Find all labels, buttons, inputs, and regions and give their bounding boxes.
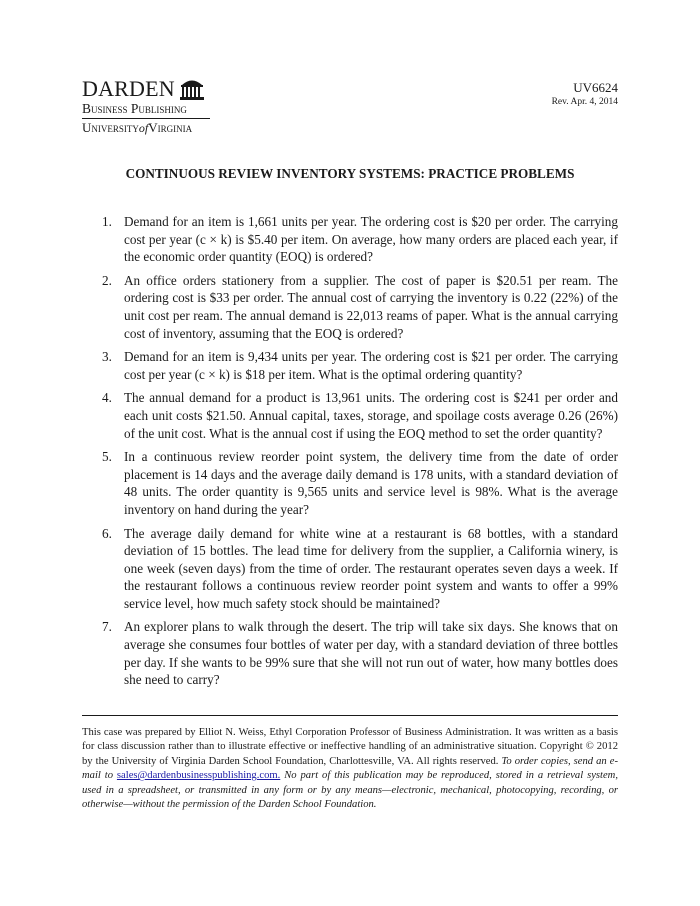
footer-order-prefix: To order copies, send an e-mail to	[82, 755, 618, 782]
revision-date: Rev. Apr. 4, 2014	[551, 97, 618, 107]
darden-logo	[82, 76, 232, 135]
problem-item: 7. An explorer plans to walk through the desert. The trip will take six days. She knows that on average she consumes four bottles of water per day, with a standard deviation of three bottles per day. If she wants to be 99% sure that she will not run out of water, how many bottles does she need to carry?	[102, 619, 618, 688]
footer-order-suffix: No part of this publication may be reproduced, stored in a retrieval system, used in a spreadsheet, or transmitted in any form or by any means—electronic, mechanical, photocopying, recording, or otherwise—without the permission of the Darden School Foundation.	[82, 770, 618, 811]
logo-divider	[82, 118, 210, 119]
footer-divider	[82, 715, 618, 716]
case-number: UV6624	[573, 80, 618, 95]
problem-item: 5. In a continuous review reorder point system, the delivery time from the date of order placement is 14 days and the average daily demand is 178 units, with a standard deviation of 48 units. The order quantity is 9,565 units and service level is 98%. What is the average inventory on hand during the year?	[102, 449, 618, 517]
case-identifier	[552, 80, 618, 108]
logo-darden-text: DARDEN	[82, 76, 175, 101]
sales-email-link[interactable]: sales@dardenbusinesspublishing.com.	[116, 770, 281, 782]
footer-prepared: This case was prepared by Elliot N. Weiss, Ethyl Corporation Professor of Business Administration. It was written as a basis for class discussion rather than to illustrate effective or ineffective handling of an administrative situation.	[82, 727, 618, 753]
problem-list	[102, 213, 618, 695]
problem-item: 1. Demand for an item is 1,661 units per year. The ordering cost is $20 per order. The carrying cost per year (c × k) is $5.40 per item. On average, how many orders are placed each year, if the economic order quantity (EOQ) is ordered?	[102, 214, 618, 265]
logo-business-publishing: Business Publishing	[82, 101, 187, 116]
footer-copyright: Copyright © 2012 by the University of Virginia Darden School Foundation, Charlottesville, VA. All rights reserved.	[82, 741, 618, 767]
problem-item: 4. The annual demand for a product is 13,961 units. The ordering cost is $241 per order and each unit costs $21.50. Annual capital, taxes, storage, and spoilage costs average 0.26 (26%) of the unit cost. What is the annual cost if using the EOQ method to set the order quantity?	[102, 390, 618, 441]
logo-university: UniversityofVirginia	[82, 120, 193, 135]
problem-item: 3. Demand for an item is 9,434 units per year. The ordering cost is $21 per order. The carrying cost per year (c × k) is $18 per item. What is the optimal ordering quantity?	[102, 349, 618, 382]
problem-item: 6. The average daily demand for white wine at a restaurant is 68 bottles, with a standard deviation of 15 bottles. The lead time for delivery from the supplier, a California winery, is one week (seven days) from the time of order. The restaurant operates seven days a week. If the restaurant follows a continuous review reorder point system and wants to offer a 99% service level, how much safety stock should be maintained?	[102, 525, 618, 611]
footer-notice	[82, 726, 618, 812]
page-title: CONTINUOUS REVIEW INVENTORY SYSTEMS: PRACTICE PROBLEMS	[125, 166, 575, 181]
problem-item: 2. An office orders stationery from a supplier. The cost of paper is $20.51 per ream. The ordering cost is $33 per order. The annual cost of carrying the inventory is 0.22 (22%) of the unit cost per ream. The annual demand is 22,013 reams of paper. What is the annual carrying cost of inventory, assuming that the EOQ is ordered?	[102, 272, 618, 341]
rotunda-icon	[178, 76, 206, 100]
